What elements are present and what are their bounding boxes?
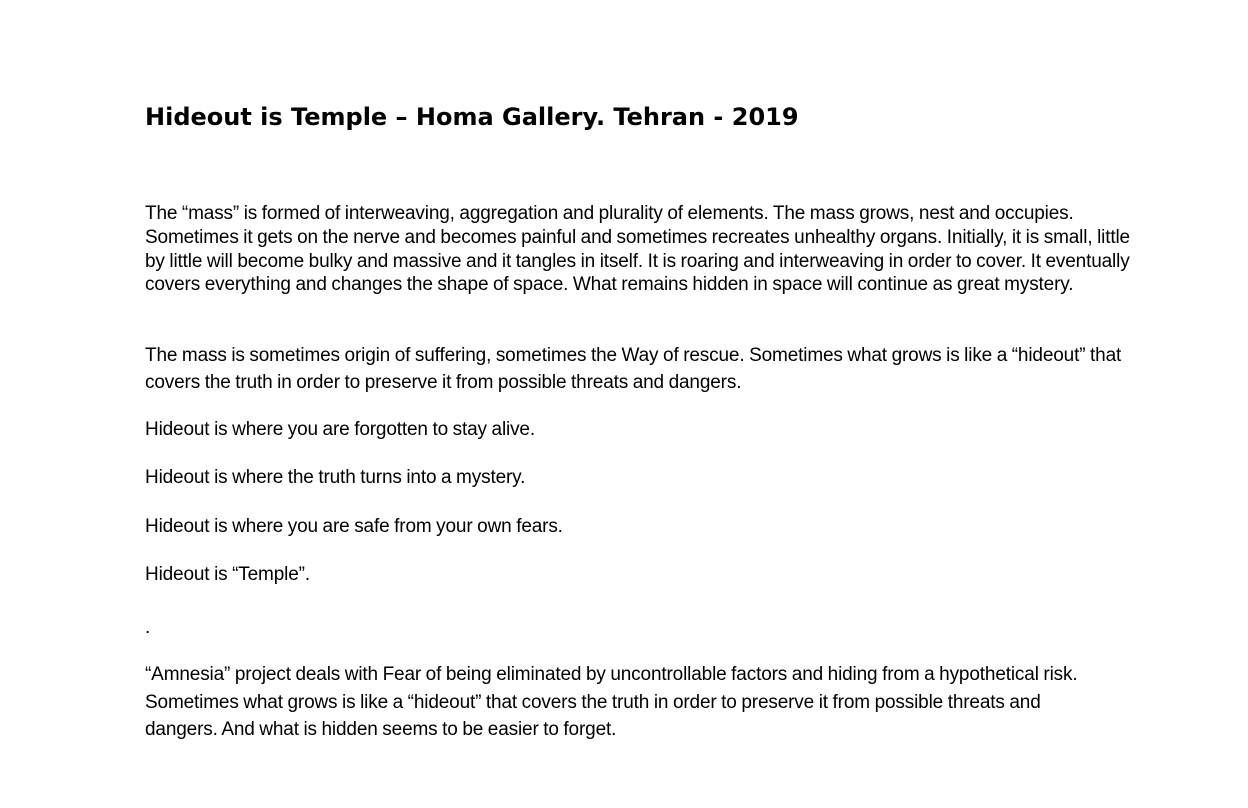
- document-title: Hideout is Temple – Homa Gallery. Tehran - 2019: [145, 103, 799, 131]
- paragraph-suffering: The mass is sometimes origin of suffering, sometimes the Way of rescue. Sometimes what grows is like a “hideout” that covers the truth in order to preserve it from possible threats and dangers.: [145, 345, 1122, 393]
- paragraph-amnesia: “Amnesia” project deals with Fear of being eliminated by uncontrollable factors and hiding from a hypothetical risk. Sometimes what grows is like a “hideout” that covers the truth in order to preserve it from possible threats and dangers. And what is hidden seems to be easier to forget.: [145, 664, 1078, 740]
- statement-forgotten: Hideout is where you are forgotten to stay alive.: [145, 419, 535, 440]
- separator-dot: .: [145, 617, 151, 638]
- statement-temple: Hideout is “Temple”.: [145, 564, 310, 585]
- statement-safe: Hideout is where you are safe from your own fears.: [145, 516, 563, 537]
- statement-mystery: Hideout is where the truth turns into a mystery.: [145, 467, 526, 488]
- paragraph-mass: The “mass” is formed of interweaving, aggregation and plurality of elements. The mass grows, nest and occupies. Sometimes it gets on the nerve and becomes painful and sometimes recreates unhealthy organs. Initially, it is small, little by little will become bulky and massive and it tangles in itself. It is roaring and interweaving in order to cover. It eventually covers everything and changes the shape of space. What remains hidden in space will continue as great mystery.: [145, 203, 1130, 296]
